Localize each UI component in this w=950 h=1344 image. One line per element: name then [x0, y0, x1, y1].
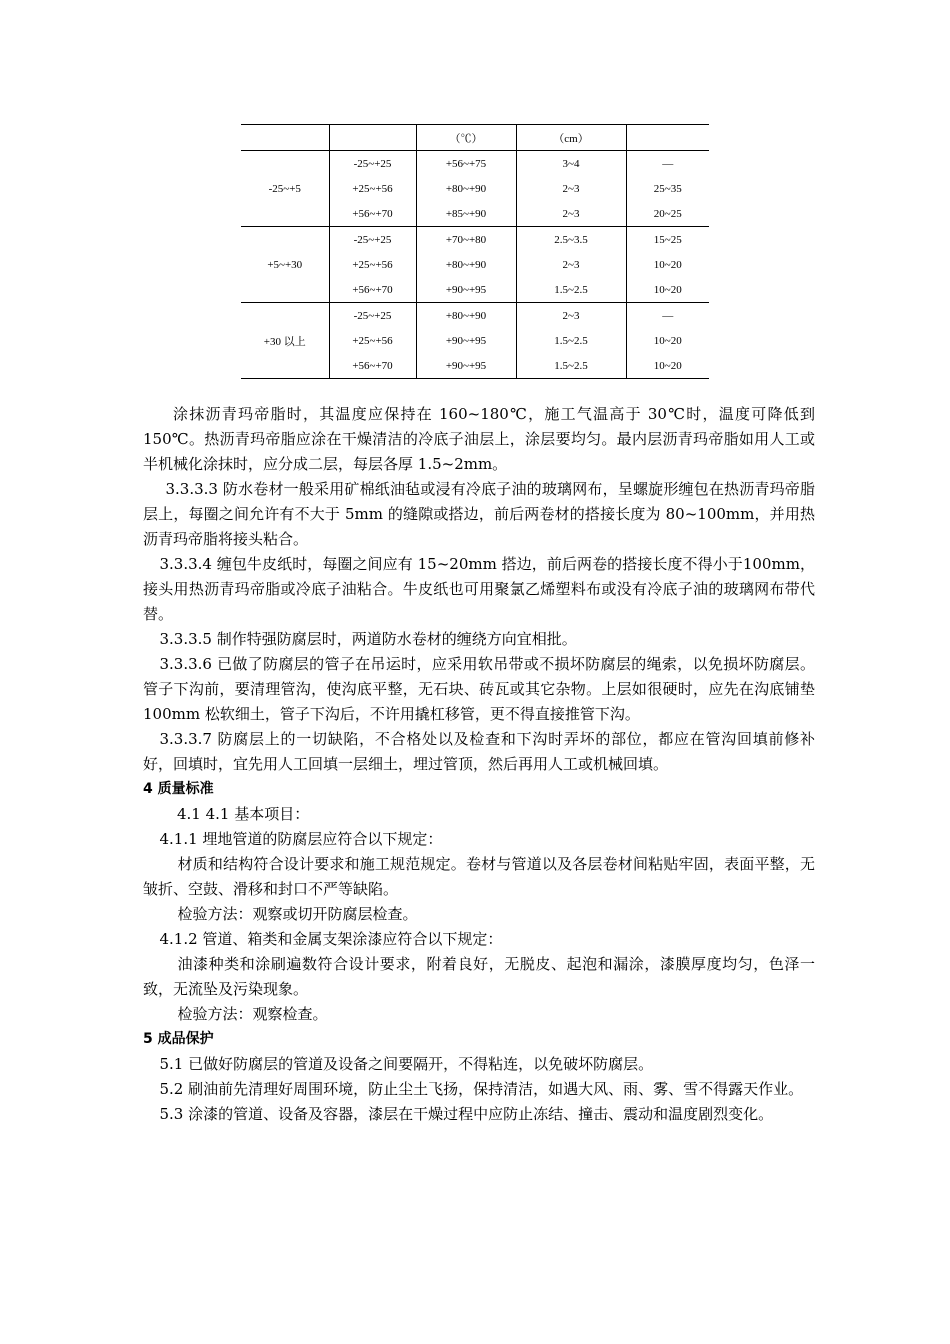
paragraph: 涂抹沥青玛帝脂时，其温度应保持在 160~180℃，施工气温高于 30℃时，温度可降低到 150℃。热沥青玛帝脂应涂在干燥清洁的冷底子油层上，涂层要均匀。最内层沥青玛帝脂如用人工或半机械化涂抹时，应分成二层，每层各厚 1.5~2mm。 [143, 405, 815, 473]
table-cell: +85~+90 [416, 201, 516, 227]
table-cell: 10~20 [626, 277, 709, 303]
header-cell [626, 125, 709, 151]
table-cell: +80~+90 [416, 303, 516, 329]
document-body [143, 402, 815, 1127]
section-4-1: 4.1 4.1 基本项目： [177, 805, 310, 823]
section-heading-4: 4 质量标准 [143, 781, 214, 797]
table-cell: +90~+95 [416, 328, 516, 353]
table-cell: 2~3 [516, 201, 626, 227]
group-label-cell: +30 以上 [241, 303, 329, 379]
section-4-1-1: 4.1.1 埋地管道的防腐层应符合以下规定： [159, 830, 443, 848]
header-cell [329, 125, 416, 151]
table-cell: +80~+90 [416, 252, 516, 277]
table-row [241, 303, 709, 329]
header-cell: （℃） [416, 125, 516, 151]
table-cell: +56~+70 [329, 277, 416, 303]
table-cell: +56~+70 [329, 353, 416, 379]
table-cell: 2~3 [516, 176, 626, 201]
table-cell: — [662, 157, 674, 170]
table-cell: +56~+70 [329, 201, 416, 227]
paragraph: 材质和结构符合设计要求和施工规范规定。卷材与管道以及各层卷材间粘贴牢固，表面平整，无皱折、空鼓、滑移和封口不严等缺陷。 [143, 855, 815, 898]
section-heading-5: 5 成品保护 [143, 1031, 214, 1047]
table-cell: +25~+56 [329, 252, 416, 277]
table-cell: +25~+56 [329, 176, 416, 201]
table-cell: -25~+25 [329, 303, 416, 329]
table-cell: +80~+90 [416, 176, 516, 201]
header-cell [241, 125, 329, 151]
table-cell: 2~3 [516, 303, 626, 329]
section-3-3-3-6: 3.3.3.6 已做了防腐层的管子在吊运时，应采用软吊带或不损坏防腐层的绳索，以免损坏防腐层。管子下沟前，要清理管沟，使沟底平整，无石块、砖瓦或其它杂物。上层如很硬时，应先在沟底铺垫 100mm 松软细土，管子下沟后，不许用撬杠移管，更不得直接推管下沟。 [143, 655, 815, 723]
section-3-3-3-5: 3.3.3.5 制作特强防腐层时，两道防水卷材的缠绕方向宜相批。 [159, 630, 577, 648]
table-cell: -25~+25 [329, 227, 416, 253]
table-row [241, 151, 709, 177]
table-cell: +25~+56 [329, 328, 416, 353]
section-3-3-3-4: 3.3.3.4 缠包牛皮纸时，每圈之间应有 15~20mm 搭边，前后两卷的搭接长度不得小于100mm，接头用热沥青玛帝脂或冷底子油粘合。牛皮纸也可用聚氯乙烯塑料布或没有冷底子油的玻璃网布带代替。 [143, 555, 815, 623]
table-cell: +70~+80 [416, 227, 516, 253]
section-5-3: 5.3 涂漆的管道、设备及容器，漆层在干燥过程中应防止冻结、撞击、震动和温度剧烈变化。 [159, 1105, 774, 1123]
paragraph: 油漆种类和涂刷遍数符合设计要求，附着良好，无脱皮、起泡和漏涂，漆膜厚度均匀，色泽一致，无流坠及污染现象。 [143, 955, 815, 998]
section-5-2: 5.2 刷油前先清理好周围环境，防止尘土飞扬，保持清洁，如遇大风、雨、雾、雪不得露天作业。 [159, 1080, 804, 1098]
table-cell: 25~35 [653, 182, 682, 195]
header-cell: （cm） [516, 125, 626, 151]
table-cell: — [662, 309, 674, 322]
table-cell: 3~4 [516, 151, 626, 177]
section-4-1-2: 4.1.2 管道、箱类和金属支架涂漆应符合以下规定： [159, 930, 503, 948]
table-cell: 20~25 [626, 201, 709, 227]
group-label-cell: -25~+5 [241, 151, 329, 227]
section-3-3-3-3: 3.3.3.3 防水卷材一般采用矿棉纸油毡或浸有冷底子油的玻璃网布，呈螺旋形缠包在热沥青玛帝脂层上，每圈之间允许有不大于 5mm 的缝隙或搭边，前后两卷材的搭接长度为 80~100mm，并用热沥青玛帝脂将接头粘合。 [143, 480, 815, 548]
table-cell: +56~+75 [416, 151, 516, 177]
group-label-cell: +5~+30 [241, 227, 329, 303]
table-cell: 10~20 [653, 334, 682, 347]
table-cell: 1.5~2.5 [516, 277, 626, 303]
table-cell: +90~+95 [416, 277, 516, 303]
section-5-1: 5.1 已做好防腐层的管道及设备之间要隔开，不得粘连，以免破坏防腐层。 [159, 1055, 654, 1073]
table-cell: 10~20 [653, 258, 682, 271]
table-header-row [241, 125, 709, 151]
table-cell: 15~25 [653, 233, 682, 246]
table-cell: +90~+95 [416, 353, 516, 379]
table-cell: 10~20 [626, 353, 709, 379]
table-cell: 2~3 [516, 252, 626, 277]
section-3-3-3-7: 3.3.3.7 防腐层上的一切缺陷，不合格处以及检查和下沟时弄坏的部位，都应在管沟回填前修补好，回填时，宜先用人工回填一层细土，埋过管顶，然后再用人工或机械回填。 [143, 730, 815, 773]
inspection-method: 检验方法：观察检查。 [177, 1005, 328, 1023]
table-row [241, 227, 709, 253]
spec-table [241, 124, 709, 379]
table-cell: 1.5~2.5 [516, 328, 626, 353]
table-cell: 2.5~3.5 [516, 227, 626, 253]
table-cell: 1.5~2.5 [516, 353, 626, 379]
inspection-method: 检验方法：观察或切开防腐层检查。 [177, 905, 418, 923]
table-cell: -25~+25 [329, 151, 416, 177]
